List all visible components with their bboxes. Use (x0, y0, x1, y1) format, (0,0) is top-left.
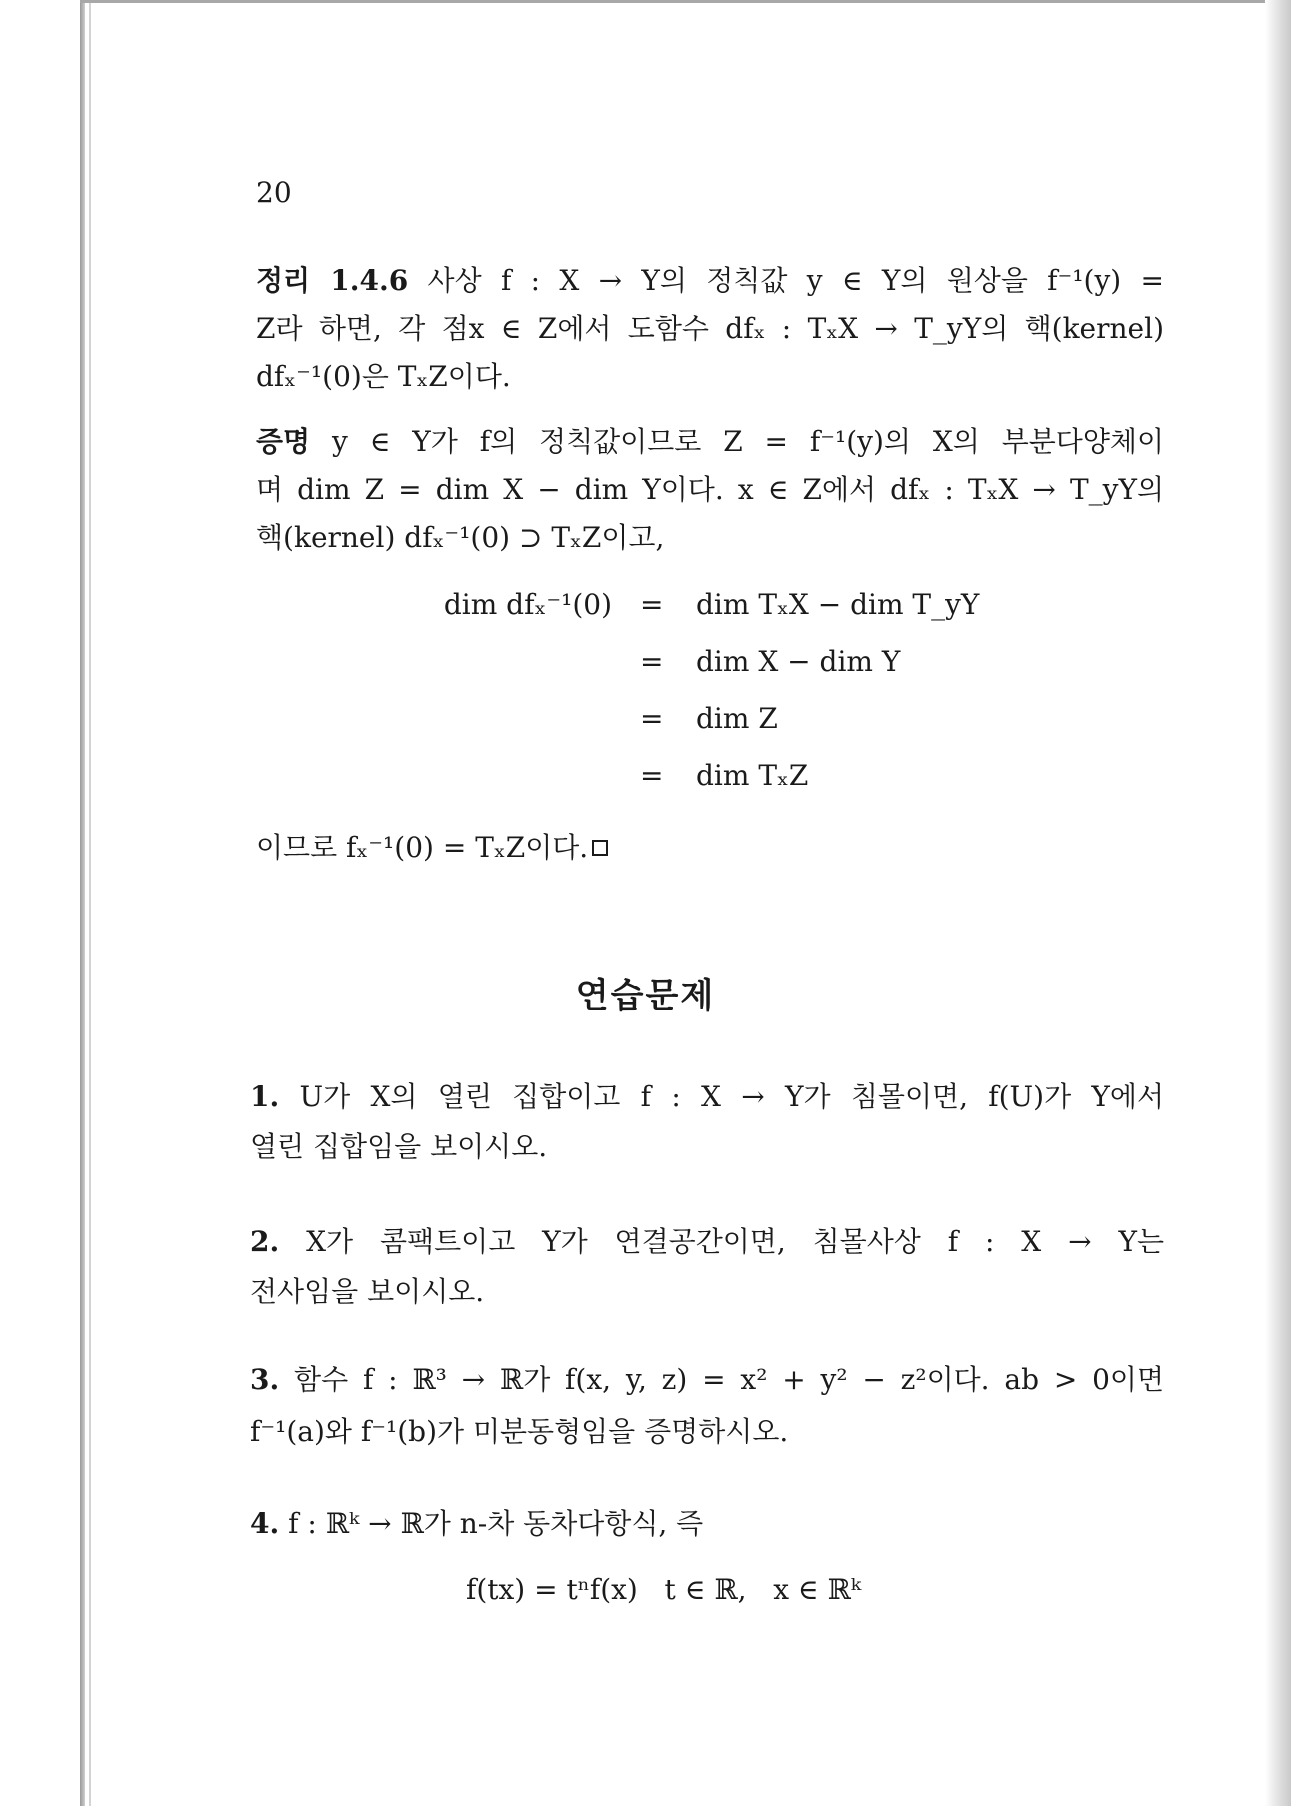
proof-conclusion-text: 이므로 fₓ⁻¹(0) = TₓZ이다. (256, 831, 589, 864)
exercise-3-line-1 (250, 1362, 1164, 1398)
theorem-line-2: Z라 하면, 각 점x ∈ Z에서 도함수 dfₓ : TₓX → T_yY의 핵(kernel) (256, 312, 1164, 345)
theorem-text: 사상 f : X → Y의 정칙값 y ∈ Y의 원상을 f⁻¹(y) = (427, 264, 1164, 297)
exercise-2-line-2: 전사임을 보이시오. (250, 1275, 485, 1308)
page-right-shadow (1265, 0, 1291, 1806)
equation-rhs: dim TₓX − dim T_yY (696, 588, 980, 621)
exercise-number: 4. (250, 1507, 280, 1540)
proof-line-1 (256, 424, 1164, 460)
equation-lhs: dim dfₓ⁻¹(0) (443, 588, 612, 621)
equation-op: = (640, 645, 664, 678)
exercise-3-line-2: f⁻¹(a)와 f⁻¹(b)가 미분동형임을 증명하시오. (250, 1415, 789, 1448)
proof-line-2: 며 dim Z = dim X − dim Y이다. x ∈ Z에서 dfₓ : TₓX → T_yY의 (256, 473, 1164, 506)
equation-rhs: dim TₓZ (696, 759, 809, 792)
equation-rhs: dim Z (696, 702, 778, 735)
equation-rhs: dim X − dim Y (696, 645, 901, 678)
scan-left-margin (0, 0, 80, 1806)
qed-square-icon (592, 840, 608, 856)
proof-line-3: 핵(kernel) dfₓ⁻¹(0) ⊃ TₓZ이고, (256, 521, 665, 554)
exercises-heading: 연습문제 (575, 976, 716, 1016)
exercise-1-line-1 (250, 1079, 1164, 1115)
exercise-2-line-1 (250, 1224, 1164, 1260)
exercise-text: U가 X의 열린 집합이고 f : X → Y가 침몰이면, f(U)가 Y에서 (299, 1080, 1165, 1113)
proof-text: y ∈ Y가 f의 정칙값이므로 Z = f⁻¹(y)의 X의 부분다양체이 (332, 425, 1164, 458)
page-number: 20 (256, 176, 292, 209)
exercise-text: f : ℝᵏ → ℝ가 n-차 동차다항식, 즉 (288, 1507, 704, 1540)
exercise-number: 2. (250, 1225, 280, 1258)
exercise-1-line-2: 열린 집합임을 보이시오. (250, 1130, 548, 1163)
page-binding-edge (80, 0, 85, 1806)
page-binding-edge-inner (89, 0, 91, 1806)
theorem-line-1 (256, 263, 1164, 299)
exercise-text: X가 콤팩트이고 Y가 연결공간이면, 침몰사상 f : X → Y는 (306, 1225, 1164, 1258)
exercise-4-line-1 (250, 1506, 703, 1542)
proof-label: 증명 (256, 425, 311, 458)
exercise-4-formula: f(tx) = tⁿf(x) t ∈ ℝ, x ∈ ℝᵏ (465, 1573, 862, 1606)
theorem-line-3: dfₓ⁻¹(0)은 TₓZ이다. (256, 360, 511, 393)
proof-conclusion (256, 830, 608, 866)
exercise-number: 3. (250, 1363, 280, 1396)
equation-op: = (640, 759, 664, 792)
equation-op: = (640, 702, 664, 735)
exercise-text: 함수 f : ℝ³ → ℝ가 f(x, y, z) = x² + y² − z²이다. ab > 0이면 (294, 1363, 1164, 1396)
exercise-number: 1. (250, 1080, 280, 1113)
theorem-label: 정리 1.4.6 (256, 264, 409, 297)
equation-op: = (640, 588, 664, 621)
